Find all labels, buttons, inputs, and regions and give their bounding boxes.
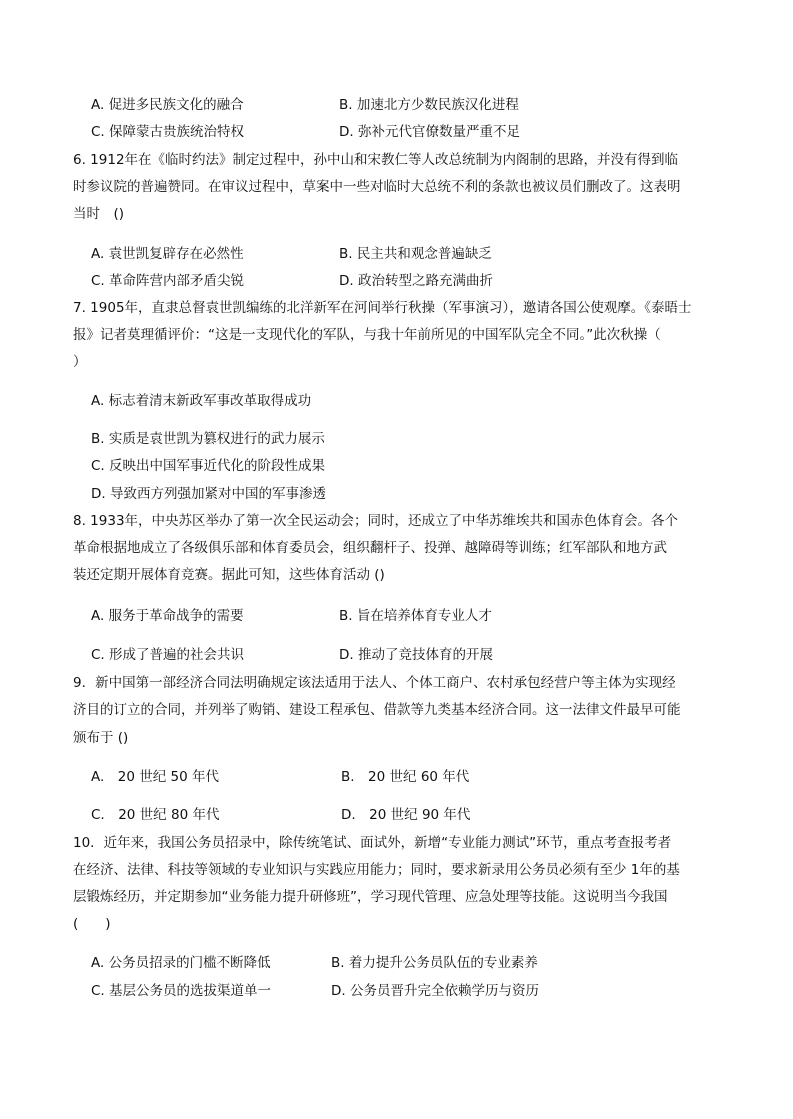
q10-stem-line-4: ( ) xyxy=(73,916,111,932)
q6-stem-line-2: 时参议院的普遍赞同。在审议过程中，草案中一些对临时大总统不利的条款也被议员们删改了。这表明 xyxy=(73,179,681,195)
q8-stem-line-3: 装还定期开展体育竞赛。据此可知，这些体育活动 () xyxy=(73,567,385,583)
q8-option-d: D. 推动了竞技体育的开展 xyxy=(339,647,493,663)
q9-option-d: D. 20 世纪 90 年代 xyxy=(341,807,471,823)
q7-stem-line-1: 7. 1905年，直隶总督袁世凯编练的北洋新军在河间举行秋操（军事演习），邀请各国公使观摩。《泰晤士 xyxy=(73,300,692,316)
q5-option-a: A. 促进多民族文化的融合 xyxy=(91,97,244,113)
q9-option-c: C. 20 世纪 80 年代 xyxy=(91,807,220,823)
q10-stem-line-3: 层锻炼经历，并定期参加“业务能力提升研修班”，学习现代管理、应急处理等技能。这说明当今我国 xyxy=(73,889,668,905)
q9-stem-line-1: 9．新中国第一部经济合同法明确规定该法适用于法人、个体工商户、农村承包经营户等主体为实现经 xyxy=(73,675,676,691)
q10-stem-line-1: 10．近年来，我国公务员招录中，除传统笔试、面试外，新增“专业能力测试”环节，重点考查报考者 xyxy=(73,835,672,851)
q8-option-c: C. 形成了普遍的社会共识 xyxy=(91,647,245,663)
q6-option-a: A. 袁世凯复辟存在必然性 xyxy=(91,246,244,262)
q9-option-a: A. 20 世纪 50 年代 xyxy=(91,769,220,785)
q7-option-c: C. 反映出中国军事近代化的阶段性成果 xyxy=(91,458,326,474)
q5-option-d: D. 弥补元代官僚数量严重不足 xyxy=(339,124,520,140)
q8-option-a: A. 服务于革命战争的需要 xyxy=(91,608,244,624)
q10-option-d: D. 公务员晋升完全依赖学历与资历 xyxy=(331,983,539,999)
q9-stem-line-3: 颁布于 () xyxy=(73,730,129,746)
q8-stem-line-1: 8. 1933年，中央苏区举办了第一次全民运动会；同时，还成立了中华苏维埃共和国赤色体育会。各个 xyxy=(73,513,679,529)
q10-option-b: B. 着力提升公务员队伍的专业素养 xyxy=(331,955,538,971)
q7-option-a: A. 标志着清末新政军事改革取得成功 xyxy=(91,393,312,409)
q8-option-b: B. 旨在培养体育专业人才 xyxy=(339,608,492,624)
q8-stem-line-2: 革命根据地成立了各级俱乐部和体育委员会，组织翻杆子、投弹、越障碍等训练；红军部队和地方武 xyxy=(73,540,667,556)
q6-option-b: B. 民主共和观念普遍缺乏 xyxy=(339,246,492,262)
q7-option-d: D. 导致西方列强加紧对中国的军事渗透 xyxy=(91,486,326,502)
q5-option-b: B. 加速北方少数民族汉化进程 xyxy=(339,97,519,113)
q10-option-a: A. 公务员招录的门槛不断降低 xyxy=(91,955,271,971)
q9-option-b: B. 20 世纪 60 年代 xyxy=(341,769,470,785)
q7-option-b: B. 实质是袁世凯为篡权进行的武力展示 xyxy=(91,431,325,447)
q10-stem-line-2: 在经济、法律、科技等领域的专业知识与实践应用能力；同时，要求新录用公务员必须有至少 1年的基 xyxy=(73,862,680,878)
q7-stem-line-3: ） xyxy=(73,354,87,370)
q5-option-c: C. 保障蒙古贵族统治特权 xyxy=(91,124,245,140)
q7-stem-line-2: 报》记者莫理循评价：“这是一支现代化的军队，与我十年前所见的中国军队完全不同。”此次秋操（ xyxy=(73,327,661,343)
q6-stem-line-3: 当时 () xyxy=(73,206,125,222)
q6-stem-line-1: 6. 1912年在《临时约法》制定过程中，孙中山和宋教仁等人改总统制为内阁制的思路，并没有得到临 xyxy=(73,152,679,168)
q9-stem-line-2: 济目的订立的合同，并列举了购销、建设工程承包、借款等九类基本经济合同。这一法律文件最早可能 xyxy=(73,702,681,718)
q6-option-c: C. 革命阵营内部矛盾尖锐 xyxy=(91,273,245,289)
q10-option-c: C. 基层公务员的选拔渠道单一 xyxy=(91,983,272,999)
q6-option-d: D. 政治转型之路充满曲折 xyxy=(339,273,493,289)
